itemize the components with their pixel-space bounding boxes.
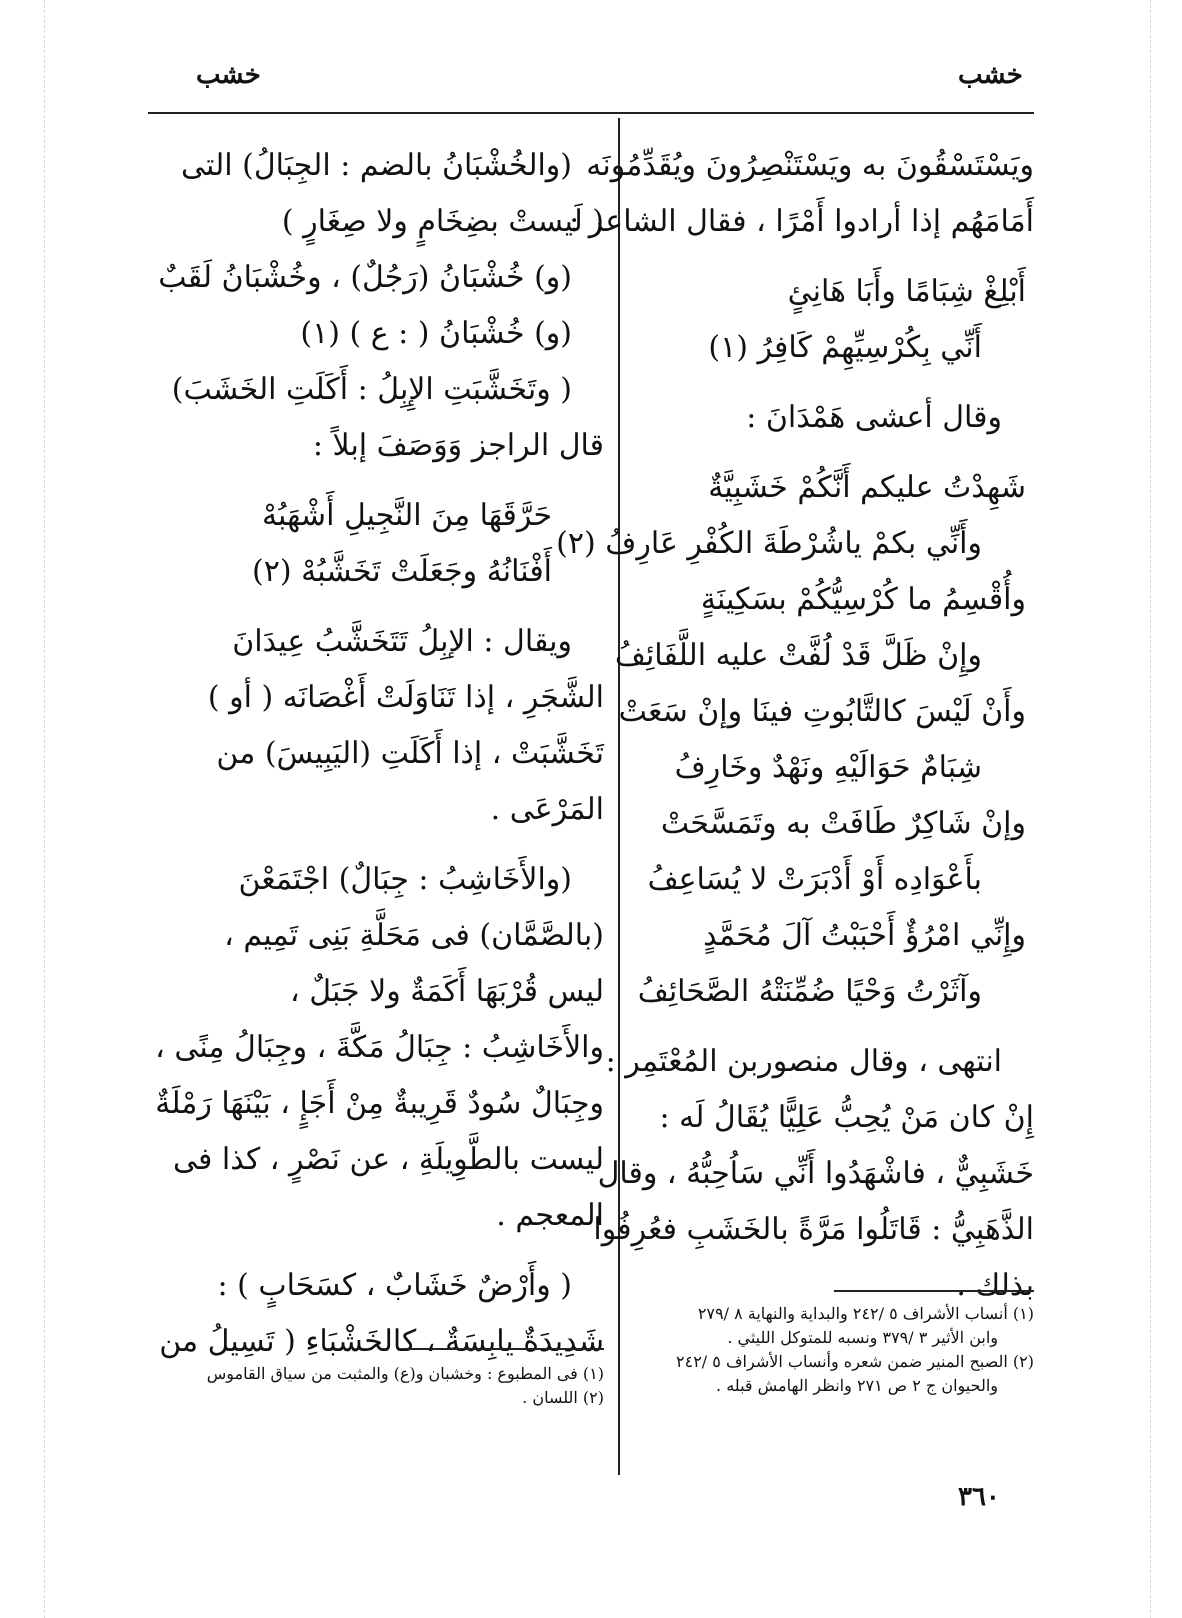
header-rule (148, 112, 1034, 114)
text-line: (و) خُشْبَانُ (رَجُلٌ) ، وخُشْبَانُ لَقَبٌ (158, 260, 572, 295)
footnote: (٢) اللسان . (522, 1388, 604, 1407)
paragraph (593, 1034, 1034, 1314)
paragraph (569, 138, 1034, 250)
footnote: (١) فى المطبوع : وخشبان و(ع) والمثبت من سياق القاموس (206, 1364, 604, 1383)
text-line: (و) خُشْبَانُ ( : ع ) (١) (300, 316, 572, 351)
text-line: (بالصَّمَّان) فى مَحَلَّةِ بَنِى تَمِيم ، (224, 918, 604, 953)
footnote-rule-left (404, 1348, 604, 1350)
left-column (148, 138, 604, 1384)
paragraph (148, 138, 604, 474)
verse-hemistich: وأَنْ لَيْسَ كالتَّابُوتِ فينَا وإنْ سَعَتْ (618, 694, 1026, 729)
verse-block (148, 488, 604, 600)
text-line: شَدِيدَةٌ يابِسَةٌ ، كالخَشْبَاءِ ( تَسِيلُ من (159, 1324, 604, 1359)
text-line: ليس قُرْبَهَا أَكَمَةٌ ولا جَبَلٌ ، (290, 974, 604, 1009)
verse-hemistich: أَبْلِغْ شِبَامًا وأَبَا هَانِئٍ (787, 274, 1026, 309)
footnote: (٢) الصبح المنير ضمن شعره وأنساب الأشراف ٥ /٢٤٢ (676, 1352, 1034, 1371)
header-guide-word-left: خشب (196, 60, 261, 90)
text-line: ويقال : الإبِلُ تَتَخَشَّبُ عِيدَانَ (232, 624, 572, 659)
footnote-rule-right (834, 1290, 1034, 1292)
verse-block (634, 264, 1034, 376)
header-guide-word-right: خشب (958, 60, 1023, 90)
text-line: (والخُشْبَانُ بالضم : الجِبَالُ) التى (181, 148, 572, 183)
footnote-continuation: وابن الأثير ٣ /٣٧٩ ونسبه للمتوكل الليثي . (727, 1328, 998, 1347)
text-line: ويَسْتَسْقُونَ به ويَسْتَنْصِرُونَ ويُقَدِّمُونَه (586, 148, 1034, 183)
footnote: (١) أنساب الأشراف ٥ /٢٤٢ والبداية والنهاية ٨ /٢٧٩ (697, 1304, 1034, 1323)
page-number: ٣٦٠ (958, 1482, 1000, 1512)
scan-edge-left (44, 0, 45, 1618)
text-line: بذلك . (956, 1268, 1034, 1303)
text-line: ( وتَخَشَّبَتِ الإِبِلُ : أَكَلَتِ الخَشَبَ) (171, 372, 572, 407)
verse-hemistich: وأُقْسِمُ ما كُرْسِيُّكُمْ بسَكِينَةٍ (700, 582, 1026, 617)
footnotes-right (634, 1302, 1034, 1398)
verse-hemistich: أَفْنَانُهُ وجَعَلَتْ تَخَشَّبُهْ (٢) (252, 554, 552, 589)
text-line: المعجم . (496, 1198, 604, 1233)
scan-edge-right (1150, 0, 1151, 1618)
text-line: المَرْعَى . (490, 792, 604, 827)
verse-hemistich: حَرَّقَهَا مِنَ النَّجِيلِ أَشْهَبُهْ (261, 498, 552, 533)
verse-hemistich: أَنِّي بِكُرْسِيِّهِمْ كَافِرُ (١) (708, 330, 982, 365)
text-line: انتهى ، وقال منصوربن المُعْتَمِر : (605, 1044, 1002, 1079)
paragraph (634, 390, 1034, 446)
text-line: الشَّجَرِ ، إذا تَنَاوَلَتْ أَغْصَانَه ( أو ) (207, 680, 604, 715)
verse-hemistich: وإِنْ ظَلَّ قَدْ لُفَّتْ عليه اللَّفَائِفُ (614, 638, 982, 673)
text-line: ( لَيستْ بضِخَامٍ ولا صِغَارٍ ) (281, 204, 604, 239)
column-divider (618, 118, 620, 1475)
text-line: ليست بالطَّوِيلَةِ ، عن نَصْرٍ ، كذا فى (172, 1142, 604, 1177)
paragraph (148, 614, 604, 838)
text-line: الذَّهَبِيُّ : قَاتَلُوا مَرَّةً بالخَشَبِ فعُرِفُوا (593, 1212, 1034, 1247)
text-line: والأَخَاشِبُ : جِبَالُ مَكَّةَ ، وجِبَالُ مِنًى ، (155, 1030, 604, 1065)
paragraph (148, 852, 604, 1244)
verse-hemistich: وأَنِّي بكمْ ياشُرْطَةَ الكُفْرِ عَارِفُ (٢) (556, 526, 982, 561)
footnote-continuation: والحيوان ج ٢ ص ٢٧١ وانظر الهامش قبله . (716, 1376, 998, 1395)
verse-hemistich: وإنْ شَاكِرٌ طَافَتْ به وتَمَسَّحَتْ (660, 806, 1026, 841)
text-line: إِنْ كان مَنْ يُحِبُّ عَلِيًّا يُقَالُ لَه : (659, 1100, 1034, 1135)
text-line: تَخَشَّبَتْ ، إذا أَكَلَتِ (اليَبِيسَ) من (216, 736, 604, 771)
verse-hemistich: وإِنِّي امْرُؤٌ أَحْبَبْتُ آلَ مُحَمَّدٍ (703, 918, 1026, 953)
poem-block (556, 460, 1034, 1020)
text-line: وجِبَالٌ سُودٌ قَرِيبةٌ مِنْ أَجَإٍ ، بَيْنَهَا رَمْلَةٌ (155, 1086, 604, 1121)
verse-hemistich: شَهِدْتُ عليكم أَنَّكُمْ خَشَبِيَّةٌ (708, 470, 1026, 505)
verse-hemistich: وآثَرْتُ وَحْيًا ضُمِّنَتْهُ الصَّحَائِفُ (637, 974, 982, 1009)
text-line: قال الراجز وَوَصَفَ إبلاً : (312, 428, 604, 463)
text-line: وقال أعشى هَمْدَانَ : (746, 400, 1002, 435)
right-column (556, 138, 1034, 1328)
verse-hemistich: شِبَامٌ حَوَالَيْهِ ونَهْدٌ وخَارِفُ (674, 750, 982, 785)
footnotes-left (148, 1362, 604, 1410)
text-line: أَمَامَهُم إذا أرادوا أَمْرًا ، فقال الشاعر : (569, 204, 1034, 239)
text-line: ( وأَرْضٌ خَشَابٌ ، كسَحَابٍ ) : (217, 1268, 572, 1303)
paragraph (148, 1258, 604, 1370)
verse-hemistich: بأَعْوَادِه أَوْ أَدْبَرَتْ لا يُسَاعِفُ (647, 862, 982, 897)
text-line: (والأَخَاشِبُ : جِبَالٌ) اجْتَمَعْنَ (238, 862, 572, 897)
text-line: خَشَبِيٌّ ، فاشْهَدُوا أَنِّي سَاُحِبُّهُ ، وقال (597, 1156, 1034, 1191)
